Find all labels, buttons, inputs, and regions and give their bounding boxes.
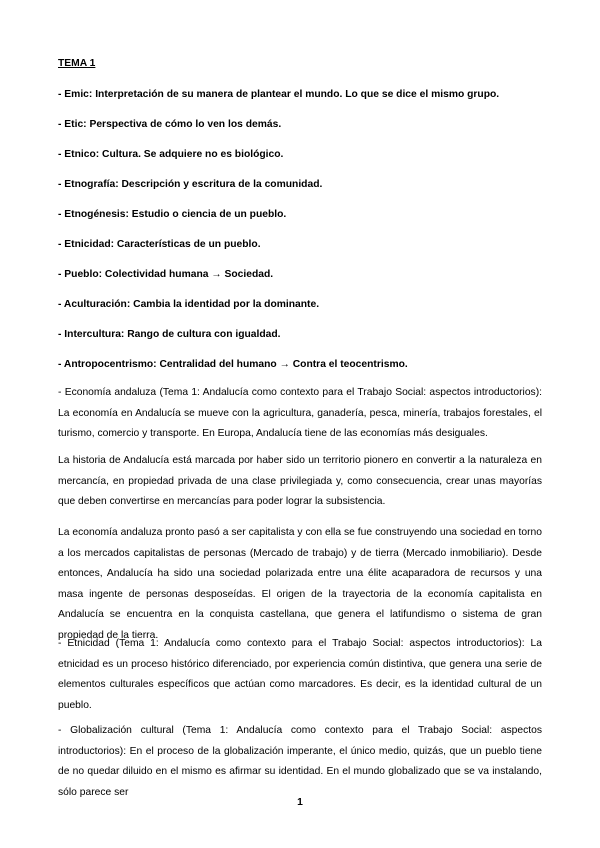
definition-emic: - Emic: Interpretación de su manera de plantear el mundo. Lo que se dice el mismo grupo. (58, 89, 500, 100)
definition-etic: - Etic: Perspectiva de cómo lo ven los demás. (58, 119, 282, 130)
paragraph-economia-andaluza: - Economía andaluza (Tema 1: Andalucía como contexto para el Trabajo Social: aspectos introductorios): La economía en Andalucía se mueve con la agricultura, ganadería, pesca, minería, trabajos forestales, el turismo, comercio y transporte. En Europa, Andalucía tiene de las economías más desiguales. (58, 387, 542, 439)
paragraph-globalizacion: - Globalización cultural (Tema 1: Andalucía como contexto para el Trabajo Social: aspectos introductorios): En el proceso de la globalización imperante, el único medio, quizás, que un pueblo tiene de no quedar diluido en el mismo es afirmar su identidad. En el mundo globalizado que se va instalando, sólo parece ser (58, 725, 542, 798)
definition-etnografia: - Etnografía: Descripción y escritura de la comunidad. (58, 179, 323, 190)
paragraph-historia-andalucia: La historia de Andalucía está marcada por haber sido un territorio pionero en convertir a la naturaleza en mercancía, en propiedad privada de una clase privilegiada y, como consecuencia, crear unas mayorías que deben convertirse en mercancías para poder lograr la subsistencia. (58, 455, 542, 507)
definition-intercultura: - Intercultura: Rango de cultura con igualdad. (58, 329, 281, 340)
page-number: 1 (297, 797, 303, 808)
definition-etnicidad: - Etnicidad: Características de un pueblo. (58, 239, 261, 250)
definition-pueblo: - Pueblo: Colectividad humana → Sociedad. (58, 269, 274, 280)
definition-etnogenesis: - Etnogénesis: Estudio o ciencia de un pueblo. (58, 209, 287, 220)
page-title: TEMA 1 (58, 58, 96, 69)
definition-etnico: - Etnico: Cultura. Se adquiere no es biológico. (58, 149, 284, 160)
paragraph-etnicidad: - Etnicidad (Tema 1: Andalucía como contexto para el Trabajo Social: aspectos introductorios): La etnicidad es un proceso histórico diferenciado, por experiencia común distintiva, que genera una serie de elementos culturales específicos que actúan como marcadores. Es decir, es la identidad cultural de un pueblo. (58, 638, 542, 711)
definition-antropocentrismo: - Antropocentrismo: Centralidad del humano → Contra el teocentrismo. (58, 359, 408, 370)
definition-aculturacion: - Aculturación: Cambia la identidad por la dominante. (58, 299, 320, 310)
paragraph-economia-capitalista: La economía andaluza pronto pasó a ser capitalista y con ella se fue construyendo una sociedad en torno a los mercados capitalistas de personas (Mercado de trabajo) y de tierra (Mercado inmobiliario). Desde entonces, Andalucía ha sido una sociedad polarizada entre una élite acaparadora de recursos y una masa ingente de personas desposeídas. El origen de la trayectoria de la economía capitalista en Andalucía se encuentra en la conquista castellana, que genera el latifundismo o sistema de gran propiedad de la tierra. (58, 527, 542, 641)
